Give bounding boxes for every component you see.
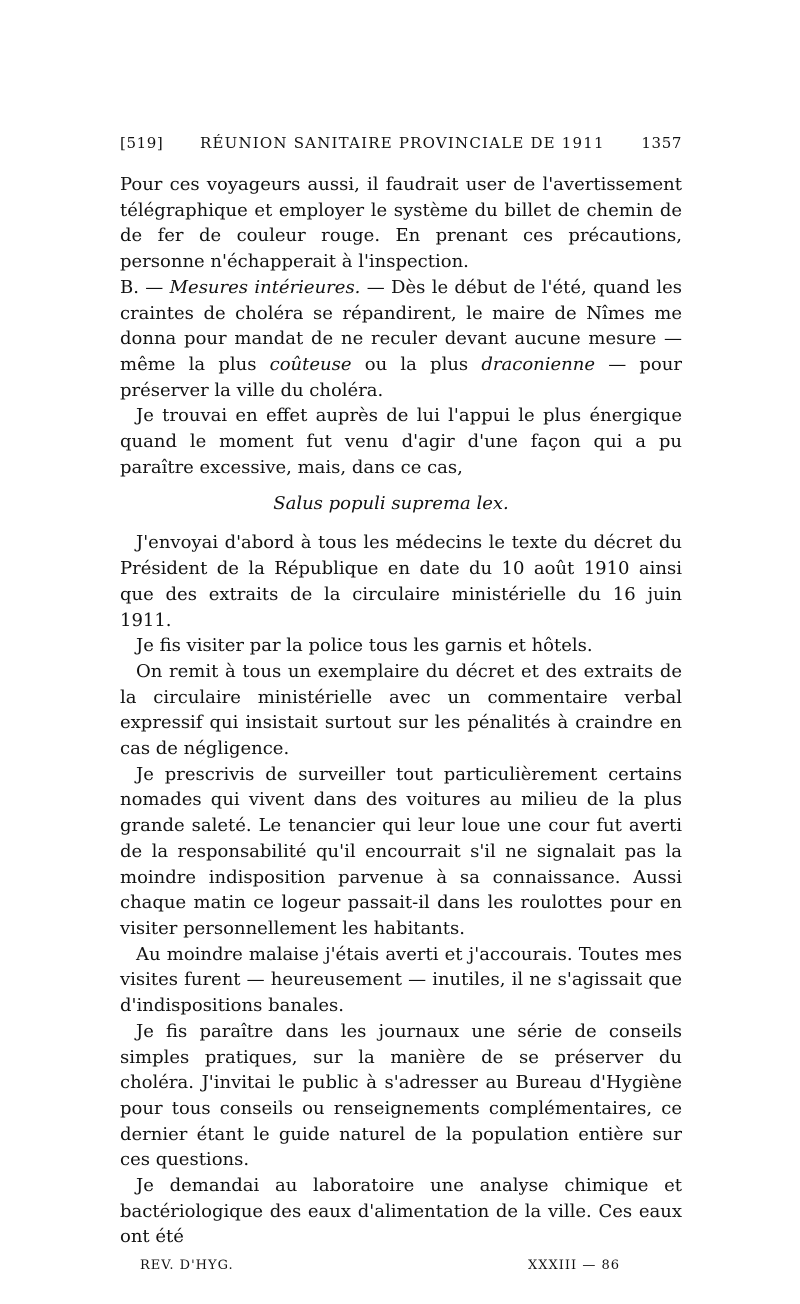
- latin-quote: Salus populi suprema lex.: [273, 493, 509, 515]
- text-span: — Dès le début de l'été, quand les craintes de choléra se répandirent, le maire de Nîmes me donna pour mandat de ne reculer devant aucune mesure — même la plus: [120, 276, 682, 375]
- paragraph: Je demandai au laboratoire une analyse chimique et bactériologique des eaux d'alimentation de la ville. Ces eaux ont été: [120, 1175, 682, 1248]
- paragraph: Au moindre malaise j'étais averti et j'accourais. Toutes mes visites furent — heureusement — inutiles, il ne s'agissait que d'indispositions banales.: [120, 943, 682, 1017]
- emphasis-text: draconienne: [481, 353, 595, 375]
- paragraph: Pour ces voyageurs aussi, il faudrait user de l'avertissement télégraphique et employer le système du billet de chemin de de fer de couleur rouge. En prenant ces précautions, personne n'échapperait à l'inspection.: [120, 174, 682, 273]
- paragraph: Je prescrivis de surveiller tout particulièrement certains nomades qui vivent dans des voitures au milieu de la plus grande saleté. Le tenancier qui leur loue une cour fut averti de la responsabilité qu'il encourrait s'il ne signalait pas la moindre indisposition parvenue à sa connaissance. Aussi chaque matin ce logeur passait-il dans les roulottes pour en visiter personnellement les habitants.: [120, 763, 682, 939]
- text-span: — pour préserver la ville du choléra.: [120, 353, 682, 401]
- paragraph: Je fis visiter par la police tous les garnis et hôtels.: [136, 635, 593, 657]
- body-text: [120, 172, 682, 1250]
- page-number: 1357: [641, 134, 682, 152]
- section-heading: Mesures intérieures.: [169, 276, 361, 298]
- paragraph: Je fis paraître dans les journaux une série de conseils simples pratiques, sur la manière de se préserver du choléra. J'invitai le public à s'adresser au Bureau d'Hygiène pour tous conseils ou renseignements complémentaires, ce dernier étant le guide naturel de la population entière sur ces questions.: [120, 1020, 682, 1171]
- volume-signature: XXXIII — 86: [528, 1258, 620, 1274]
- paragraph-mesures: [120, 275, 682, 404]
- section-label: B. —: [120, 276, 164, 298]
- text-span: ou la plus: [364, 353, 469, 375]
- running-header: [120, 134, 682, 152]
- paragraph: Je trouvai en effet auprès de lui l'appui le plus énergique quand le moment fut venu d'agir d'une façon qui a pu paraître excessive, mais, dans ce cas,: [120, 405, 682, 478]
- page-reference: [519]: [120, 134, 164, 152]
- paragraph: J'envoyai d'abord à tous les médecins le texte du décret du Président de la République en date du 10 août 1910 ainsi que des extraits de la circulaire ministérielle du 16 juin 1911.: [120, 532, 682, 631]
- page-footer: [120, 1258, 682, 1273]
- emphasis-text: coûteuse: [269, 353, 352, 375]
- running-title: RÉUNION SANITAIRE PROVINCIALE DE 1911: [199, 134, 605, 152]
- document-page: [120, 134, 682, 1273]
- journal-signature: REV. D'HYG.: [140, 1258, 234, 1274]
- paragraph: On remit à tous un exemplaire du décret et des extraits de la circulaire ministérielle avec un commentaire verbal expressif qui insistait surtout sur les pénalités à craindre en cas de négligence.: [120, 660, 682, 760]
